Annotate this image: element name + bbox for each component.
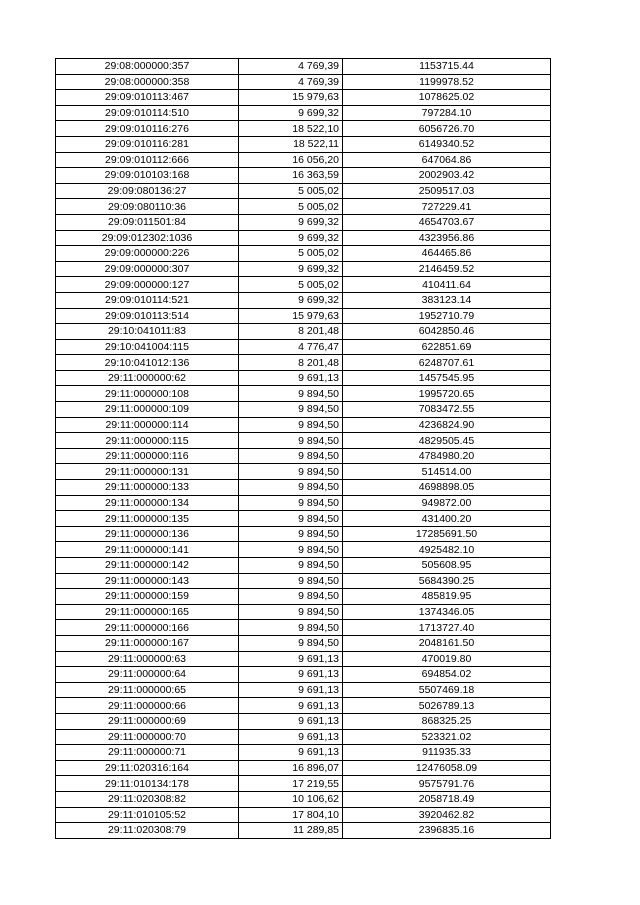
area-cell: 9 699,32 bbox=[239, 261, 343, 277]
cadastral-number-cell: 29:11:000000:114 bbox=[56, 417, 239, 433]
cadastral-number-cell: 29:11:000000:69 bbox=[56, 713, 239, 729]
table-row bbox=[56, 480, 551, 496]
value-cell: 2146459.52 bbox=[343, 261, 551, 277]
area-cell: 9 894,50 bbox=[239, 402, 343, 418]
table-row bbox=[56, 386, 551, 402]
table-row bbox=[56, 433, 551, 449]
cadastral-number-cell: 29:09:000000:226 bbox=[56, 246, 239, 262]
value-cell: 868325.25 bbox=[343, 713, 551, 729]
area-cell: 4 769,39 bbox=[239, 74, 343, 90]
table-body bbox=[56, 59, 551, 839]
value-cell: 523321.02 bbox=[343, 729, 551, 745]
cadastral-number-cell: 29:11:000000:115 bbox=[56, 433, 239, 449]
table-row bbox=[56, 121, 551, 137]
value-cell: 5684390.25 bbox=[343, 573, 551, 589]
cadastral-number-cell: 29:09:080110:36 bbox=[56, 199, 239, 215]
area-cell: 9 691,13 bbox=[239, 745, 343, 761]
table-row bbox=[56, 90, 551, 106]
table-row bbox=[56, 589, 551, 605]
value-cell: 17285691.50 bbox=[343, 526, 551, 542]
area-cell: 9 691,13 bbox=[239, 713, 343, 729]
cadastral-number-cell: 29:11:000000:136 bbox=[56, 526, 239, 542]
value-cell: 514514.00 bbox=[343, 464, 551, 480]
table-row bbox=[56, 651, 551, 667]
cadastral-number-cell: 29:11:000000:135 bbox=[56, 511, 239, 527]
table-row bbox=[56, 823, 551, 839]
value-cell: 6056726.70 bbox=[343, 121, 551, 137]
table-row bbox=[56, 604, 551, 620]
value-cell: 647064.86 bbox=[343, 152, 551, 168]
cadastral-number-cell: 29:11:000000:142 bbox=[56, 558, 239, 574]
area-cell: 9 699,32 bbox=[239, 214, 343, 230]
cadastral-number-cell: 29:09:010114:510 bbox=[56, 105, 239, 121]
area-cell: 5 005,02 bbox=[239, 277, 343, 293]
table-row bbox=[56, 292, 551, 308]
table-row bbox=[56, 620, 551, 636]
value-cell: 3920462.82 bbox=[343, 807, 551, 823]
table-row bbox=[56, 760, 551, 776]
cadastral-number-cell: 29:11:000000:65 bbox=[56, 682, 239, 698]
table-row bbox=[56, 542, 551, 558]
table-row bbox=[56, 74, 551, 90]
area-cell: 17 219,55 bbox=[239, 776, 343, 792]
table-row bbox=[56, 136, 551, 152]
value-cell: 2048161.50 bbox=[343, 635, 551, 651]
cadastral-number-cell: 29:09:000000:127 bbox=[56, 277, 239, 293]
table-row bbox=[56, 698, 551, 714]
area-cell: 11 289,85 bbox=[239, 823, 343, 839]
cadastral-number-cell: 29:09:080136:27 bbox=[56, 183, 239, 199]
table-row bbox=[56, 682, 551, 698]
value-cell: 2396835.16 bbox=[343, 823, 551, 839]
value-cell: 4654703.67 bbox=[343, 214, 551, 230]
area-cell: 8 201,48 bbox=[239, 324, 343, 340]
cadastral-number-cell: 29:11:010105:52 bbox=[56, 807, 239, 823]
area-cell: 4 769,39 bbox=[239, 59, 343, 75]
value-cell: 4784980.20 bbox=[343, 448, 551, 464]
table-row bbox=[56, 713, 551, 729]
area-cell: 9 894,50 bbox=[239, 433, 343, 449]
table-row bbox=[56, 308, 551, 324]
value-cell: 1374346.05 bbox=[343, 604, 551, 620]
value-cell: 727229.41 bbox=[343, 199, 551, 215]
area-cell: 15 979,63 bbox=[239, 90, 343, 106]
table-row bbox=[56, 495, 551, 511]
area-cell: 9 699,32 bbox=[239, 105, 343, 121]
table-row bbox=[56, 339, 551, 355]
value-cell: 4236824.90 bbox=[343, 417, 551, 433]
table-row bbox=[56, 776, 551, 792]
area-cell: 9 894,50 bbox=[239, 386, 343, 402]
cadastral-number-cell: 29:11:000000:70 bbox=[56, 729, 239, 745]
table-row bbox=[56, 183, 551, 199]
value-cell: 410411.64 bbox=[343, 277, 551, 293]
value-cell: 2509517.03 bbox=[343, 183, 551, 199]
value-cell: 505608.95 bbox=[343, 558, 551, 574]
cadastral-number-cell: 29:09:010114:521 bbox=[56, 292, 239, 308]
table-row bbox=[56, 324, 551, 340]
value-cell: 2002903.42 bbox=[343, 168, 551, 184]
cadastral-number-cell: 29:11:000000:62 bbox=[56, 370, 239, 386]
area-cell: 18 522,11 bbox=[239, 136, 343, 152]
area-cell: 17 804,10 bbox=[239, 807, 343, 823]
cadastral-number-cell: 29:11:000000:143 bbox=[56, 573, 239, 589]
value-cell: 1713727.40 bbox=[343, 620, 551, 636]
area-cell: 9 699,32 bbox=[239, 230, 343, 246]
area-cell: 9 691,13 bbox=[239, 651, 343, 667]
cadastral-number-cell: 29:11:020316:164 bbox=[56, 760, 239, 776]
value-cell: 694854.02 bbox=[343, 667, 551, 683]
area-cell: 9 691,13 bbox=[239, 667, 343, 683]
cadastre-value-table bbox=[55, 58, 551, 839]
area-cell: 4 776,47 bbox=[239, 339, 343, 355]
table-row bbox=[56, 745, 551, 761]
area-cell: 5 005,02 bbox=[239, 246, 343, 262]
value-cell: 4829505.45 bbox=[343, 433, 551, 449]
area-cell: 18 522,10 bbox=[239, 121, 343, 137]
cadastral-number-cell: 29:09:011501:84 bbox=[56, 214, 239, 230]
area-cell: 9 699,32 bbox=[239, 292, 343, 308]
cadastral-number-cell: 29:09:010113:467 bbox=[56, 90, 239, 106]
table-row bbox=[56, 230, 551, 246]
value-cell: 6042850.46 bbox=[343, 324, 551, 340]
area-cell: 9 894,50 bbox=[239, 589, 343, 605]
table-row bbox=[56, 511, 551, 527]
cadastral-number-cell: 29:11:000000:108 bbox=[56, 386, 239, 402]
value-cell: 2058718.49 bbox=[343, 791, 551, 807]
cadastral-number-cell: 29:11:020308:79 bbox=[56, 823, 239, 839]
area-cell: 5 005,02 bbox=[239, 183, 343, 199]
table-row bbox=[56, 635, 551, 651]
value-cell: 1995720.65 bbox=[343, 386, 551, 402]
value-cell: 622851.69 bbox=[343, 339, 551, 355]
value-cell: 4925482.10 bbox=[343, 542, 551, 558]
table-row bbox=[56, 448, 551, 464]
area-cell: 16 896,07 bbox=[239, 760, 343, 776]
value-cell: 1078625.02 bbox=[343, 90, 551, 106]
value-cell: 6248707.61 bbox=[343, 355, 551, 371]
cadastral-number-cell: 29:08:000000:358 bbox=[56, 74, 239, 90]
value-cell: 9575791.76 bbox=[343, 776, 551, 792]
area-cell: 9 894,50 bbox=[239, 604, 343, 620]
table-row bbox=[56, 246, 551, 262]
cadastral-number-cell: 29:11:000000:66 bbox=[56, 698, 239, 714]
value-cell: 5507469.18 bbox=[343, 682, 551, 698]
area-cell: 5 005,02 bbox=[239, 199, 343, 215]
table-row bbox=[56, 791, 551, 807]
cadastral-number-cell: 29:09:010113:514 bbox=[56, 308, 239, 324]
value-cell: 485819.95 bbox=[343, 589, 551, 605]
cadastral-number-cell: 29:11:000000:159 bbox=[56, 589, 239, 605]
cadastral-number-cell: 29:11:000000:131 bbox=[56, 464, 239, 480]
cadastral-number-cell: 29:11:000000:133 bbox=[56, 480, 239, 496]
table-row bbox=[56, 105, 551, 121]
value-cell: 949872.00 bbox=[343, 495, 551, 511]
value-cell: 431400.20 bbox=[343, 511, 551, 527]
value-cell: 1199978.52 bbox=[343, 74, 551, 90]
table-row bbox=[56, 199, 551, 215]
cadastral-number-cell: 29:11:000000:63 bbox=[56, 651, 239, 667]
cadastral-number-cell: 29:10:041011:83 bbox=[56, 324, 239, 340]
table-row bbox=[56, 573, 551, 589]
cadastral-number-cell: 29:11:020308:82 bbox=[56, 791, 239, 807]
area-cell: 16 363,59 bbox=[239, 168, 343, 184]
value-cell: 1952710.79 bbox=[343, 308, 551, 324]
cadastral-number-cell: 29:11:000000:166 bbox=[56, 620, 239, 636]
cadastral-number-cell: 29:11:000000:165 bbox=[56, 604, 239, 620]
area-cell: 9 691,13 bbox=[239, 698, 343, 714]
table-row bbox=[56, 464, 551, 480]
value-cell: 1153715.44 bbox=[343, 59, 551, 75]
cadastral-number-cell: 29:11:010134:178 bbox=[56, 776, 239, 792]
area-cell: 9 894,50 bbox=[239, 542, 343, 558]
area-cell: 9 691,13 bbox=[239, 682, 343, 698]
cadastral-number-cell: 29:09:010112:666 bbox=[56, 152, 239, 168]
table-row bbox=[56, 214, 551, 230]
area-cell: 9 894,50 bbox=[239, 511, 343, 527]
area-cell: 9 894,50 bbox=[239, 635, 343, 651]
area-cell: 9 894,50 bbox=[239, 464, 343, 480]
value-cell: 6149340.52 bbox=[343, 136, 551, 152]
table-row bbox=[56, 370, 551, 386]
table-row bbox=[56, 59, 551, 75]
cadastral-number-cell: 29:11:000000:134 bbox=[56, 495, 239, 511]
value-cell: 383123.14 bbox=[343, 292, 551, 308]
table-row bbox=[56, 277, 551, 293]
table-row bbox=[56, 355, 551, 371]
area-cell: 9 691,13 bbox=[239, 729, 343, 745]
cadastral-number-cell: 29:09:010116:276 bbox=[56, 121, 239, 137]
area-cell: 9 894,50 bbox=[239, 573, 343, 589]
cadastral-number-cell: 29:09:010103:168 bbox=[56, 168, 239, 184]
table-row bbox=[56, 261, 551, 277]
cadastral-number-cell: 29:09:000000:307 bbox=[56, 261, 239, 277]
cadastral-number-cell: 29:11:000000:141 bbox=[56, 542, 239, 558]
value-cell: 7083472.55 bbox=[343, 402, 551, 418]
area-cell: 9 691,13 bbox=[239, 370, 343, 386]
value-cell: 911935.33 bbox=[343, 745, 551, 761]
cadastral-number-cell: 29:09:012302:1036 bbox=[56, 230, 239, 246]
cadastral-number-cell: 29:10:041012:136 bbox=[56, 355, 239, 371]
table-row bbox=[56, 402, 551, 418]
area-cell: 8 201,48 bbox=[239, 355, 343, 371]
area-cell: 9 894,50 bbox=[239, 558, 343, 574]
value-cell: 797284.10 bbox=[343, 105, 551, 121]
value-cell: 5026789.13 bbox=[343, 698, 551, 714]
area-cell: 15 979,63 bbox=[239, 308, 343, 324]
value-cell: 1457545.95 bbox=[343, 370, 551, 386]
area-cell: 9 894,50 bbox=[239, 526, 343, 542]
value-cell: 4698898.05 bbox=[343, 480, 551, 496]
value-cell: 4323956.86 bbox=[343, 230, 551, 246]
table-row bbox=[56, 168, 551, 184]
table-row bbox=[56, 807, 551, 823]
area-cell: 16 056,20 bbox=[239, 152, 343, 168]
table-row bbox=[56, 729, 551, 745]
table-row bbox=[56, 558, 551, 574]
cadastral-number-cell: 29:10:041004:115 bbox=[56, 339, 239, 355]
cadastral-number-cell: 29:11:000000:64 bbox=[56, 667, 239, 683]
cadastral-number-cell: 29:11:000000:109 bbox=[56, 402, 239, 418]
cadastral-number-cell: 29:11:000000:116 bbox=[56, 448, 239, 464]
area-cell: 9 894,50 bbox=[239, 620, 343, 636]
value-cell: 470019.80 bbox=[343, 651, 551, 667]
cadastral-number-cell: 29:09:010116:281 bbox=[56, 136, 239, 152]
cadastral-number-cell: 29:11:000000:167 bbox=[56, 635, 239, 651]
area-cell: 10 106,62 bbox=[239, 791, 343, 807]
area-cell: 9 894,50 bbox=[239, 417, 343, 433]
area-cell: 9 894,50 bbox=[239, 448, 343, 464]
value-cell: 12476058.09 bbox=[343, 760, 551, 776]
area-cell: 9 894,50 bbox=[239, 480, 343, 496]
value-cell: 464465.86 bbox=[343, 246, 551, 262]
table-row bbox=[56, 526, 551, 542]
table-row bbox=[56, 417, 551, 433]
table-row bbox=[56, 667, 551, 683]
table-row bbox=[56, 152, 551, 168]
cadastral-number-cell: 29:11:000000:71 bbox=[56, 745, 239, 761]
cadastral-number-cell: 29:08:000000:357 bbox=[56, 59, 239, 75]
area-cell: 9 894,50 bbox=[239, 495, 343, 511]
